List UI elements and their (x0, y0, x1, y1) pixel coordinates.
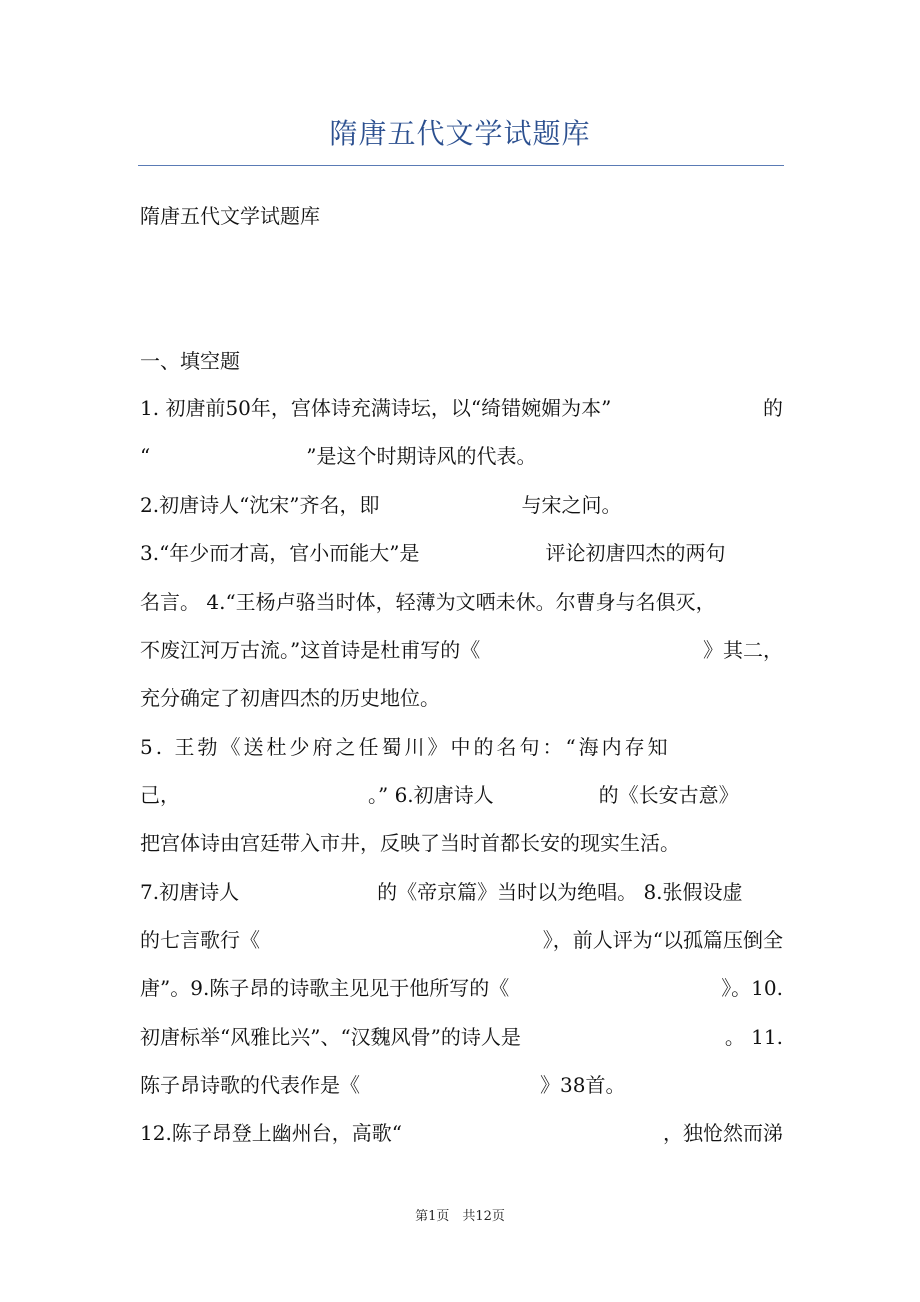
text-span: 评论初唐四杰的两句 (545, 541, 726, 565)
question-line (140, 394, 783, 422)
text-span: 12.陈子昂登上幽州台，高歌“ (140, 1121, 403, 1145)
question-line (140, 1071, 783, 1099)
text-span: 唐”。9.陈子昂的诗歌主见见于他所写的《 (140, 976, 510, 1000)
text-span: 7.初唐诗人 (140, 880, 240, 904)
section-heading: 一、填空题 (140, 349, 240, 373)
question-line (140, 926, 783, 954)
text-span: 初唐标举“风雅比兴”、“汉魏风骨”的诗人是 (140, 1025, 521, 1049)
text-span: 。” 6.初唐诗人 (368, 783, 494, 807)
text-span: ”是这个时期诗风的代表。 (306, 444, 537, 468)
question-line (140, 636, 783, 664)
text-span: 5. 王勃《送杜少府之任蜀川》中的名句：“海内存知 (140, 735, 671, 759)
question-line (140, 974, 783, 1002)
text-span: 2.初唐诗人“沈宋”齐名，即 (140, 493, 380, 517)
text-span: 。 11. (724, 1025, 783, 1049)
text-span: 充分确定了初唐四杰的历史地位。 (140, 686, 440, 710)
text-span: “ (140, 444, 151, 468)
text-span: 把宫体诗由宫廷带入市井，反映了当时首都长安的现实生活。 (140, 831, 680, 855)
text-span: 》其二， (703, 638, 783, 662)
text-span: 》38首。 (540, 1073, 626, 1097)
question-line (140, 829, 783, 857)
document-subtitle: 隋唐五代文学试题库 (140, 204, 320, 228)
text-span: 1. 初唐前50年，宫体诗充满诗坛，以“绮错婉媚为本” (140, 396, 612, 420)
text-span: 的七言歌行《 (140, 928, 260, 952)
text-span: 的 (763, 396, 783, 420)
text-span: 的《长安古意》 (598, 783, 739, 807)
text-span: 不废江河万古流。”这首诗是杜甫写的《 (140, 638, 481, 662)
question-line (140, 442, 783, 470)
question-line (140, 1119, 783, 1147)
question-line (140, 878, 783, 906)
text-span: 名言。 4.“王杨卢骆当时体，轻薄为文哂未休。尔曹身与名俱灭， (140, 590, 716, 614)
title-divider (138, 165, 784, 166)
text-span: 》，前人评为“以孤篇压倒全 (542, 928, 783, 952)
text-span: 陈子昂诗歌的代表作是《 (140, 1073, 360, 1097)
question-line (140, 684, 783, 712)
text-span: ，独怆然而涕 (663, 1121, 783, 1145)
text-span: 3.“年少而才高，官小而能大”是 (140, 541, 420, 565)
page-number-footer: 第1页 共12页 (415, 1209, 505, 1224)
question-line (140, 588, 783, 616)
question-line (140, 539, 783, 567)
question-line (140, 491, 783, 519)
text-span: 与宋之问。 (521, 493, 622, 517)
text-span: 的《帝京篇》当时以为绝唱。 8.张假设虚 (377, 880, 743, 904)
text-span: 》。10. (721, 976, 783, 1000)
page-title: 隋唐五代文学试题库 (329, 117, 591, 150)
text-span: 己， (140, 783, 180, 807)
question-line (140, 733, 783, 761)
question-line (140, 1023, 783, 1051)
question-line (140, 781, 783, 809)
